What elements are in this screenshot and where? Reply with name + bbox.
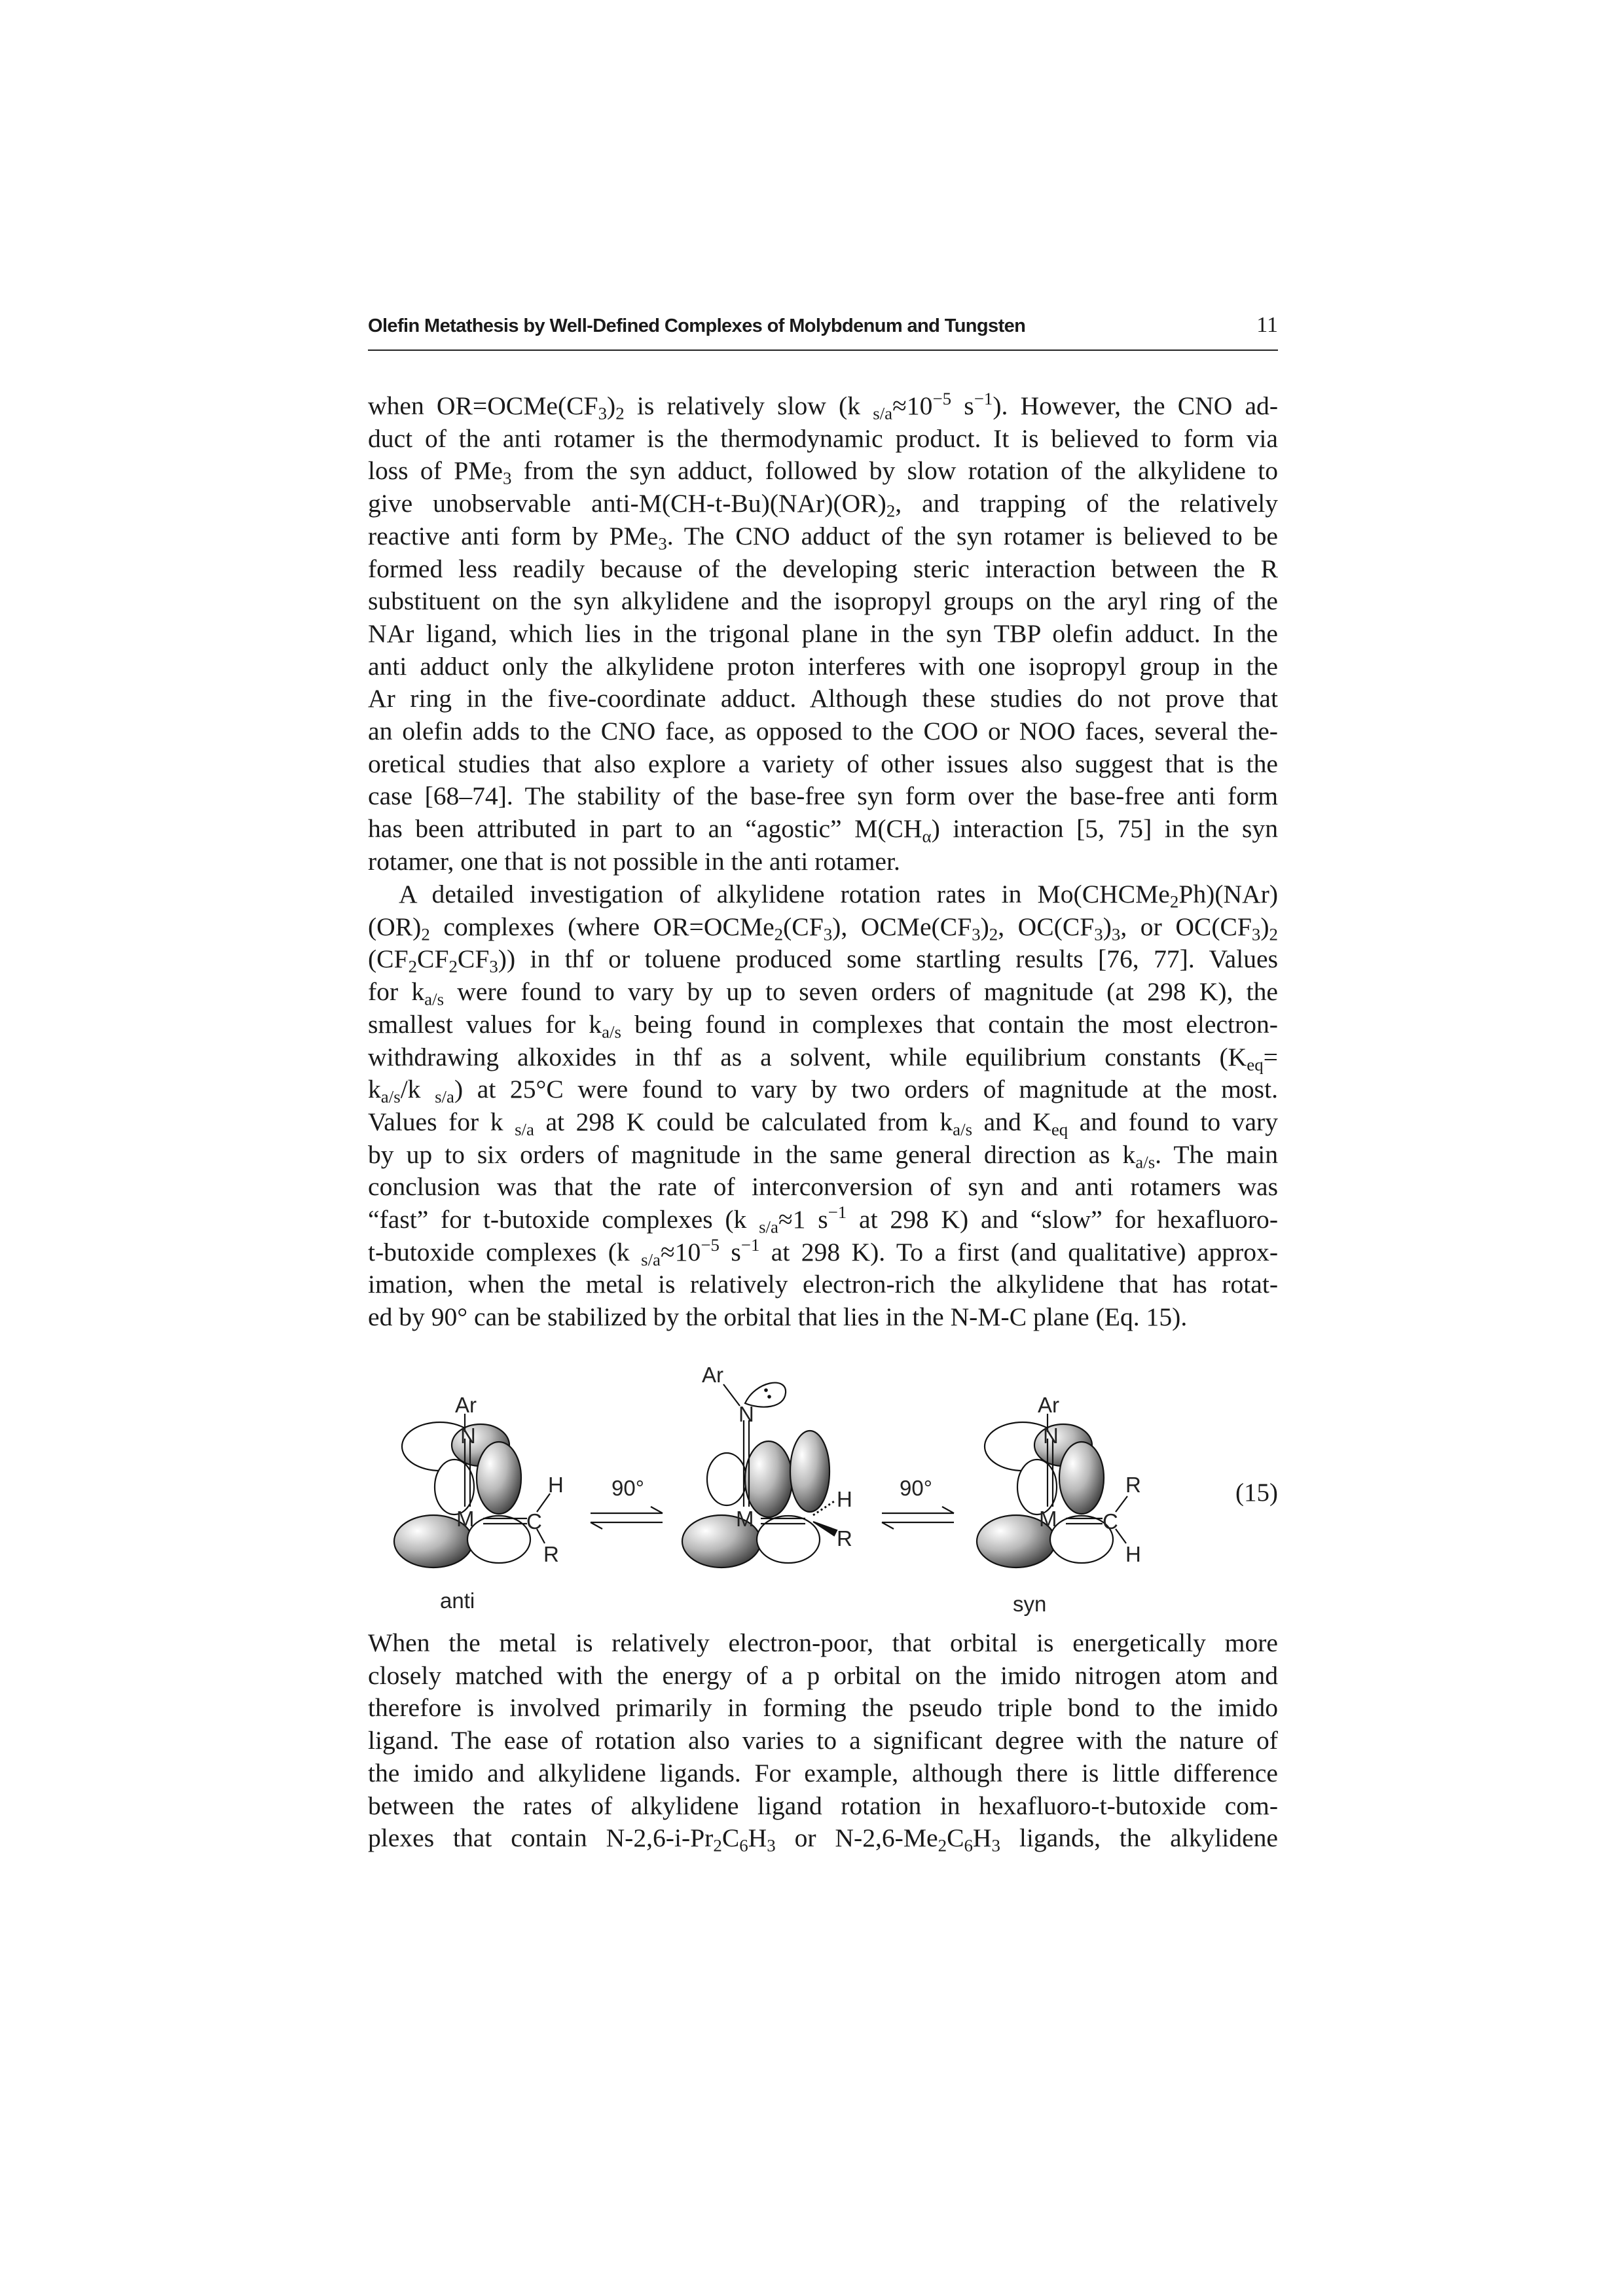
text-line: A detailed investigation of alkylidene rotation rates in Mo(CHCMe$_2$Ph)(NAr) [399, 880, 1278, 912]
equilibrium-arrows-1 [591, 1507, 663, 1529]
text-line: Values for k $_{s/a}$ at 298 K could be calculated from $k_{a/s}$ and $K_{eq}$ and found to vary [368, 1107, 1278, 1139]
text-line: duct of the anti rotamer is the thermodynamic product. It is believed to form via [368, 423, 1278, 453]
arrow-label: 90° [900, 1476, 932, 1500]
text-line: case [68–74]. The stability of the base-free syn form over the base-free anti form [368, 781, 1278, 811]
paragraph-2 [368, 878, 1278, 1334]
text-line: an olefin adds to the CNO face, as opposed to the COO or NOO faces, several the- [368, 717, 1278, 746]
text-line: give unobservable anti-$M(CH-t-Bu)(NAr)(OR)_2$, and trapping of the relatively [368, 489, 1278, 521]
orbital-diagram [368, 1361, 1278, 1617]
running-title: Olefin Metathesis by Well-Defined Complexes of Molybdenum and Tungsten [368, 315, 1026, 336]
rotated-structure [682, 1383, 837, 1568]
arrow-label: 90° [611, 1476, 644, 1500]
orbital-lobe-shaded [1059, 1442, 1104, 1514]
r-group-label: R [837, 1526, 852, 1551]
paragraph-3 [368, 1627, 1278, 1855]
aryl-label: Ar [455, 1393, 477, 1417]
carbon-label: C [526, 1509, 542, 1534]
orbital-lobe-shaded [790, 1431, 830, 1512]
text-line: reactive anti form by PMe$_3$. The CNO adduct of the syn rotamer is believed to be [368, 521, 1278, 554]
text-line: t-butoxide complexes (k $_{s/a}\approx 10^{-5}$ $s^{-1}$ at 298 K). To a first (and qualitative) approx- [368, 1234, 1279, 1270]
equilibrium-arrows-2 [882, 1507, 954, 1529]
orbital-lobe-open [707, 1453, 746, 1505]
text-line: when $OR=OCMe(CF_3)_2$ is relatively slow (k $_{s/a}\approx 10^{-5}$ $s^{-1}$). However, the CNO ad- [368, 389, 1279, 423]
orbital-lobe-open [467, 1516, 530, 1563]
text-line: the imido and alkylidene ligands. For example, although there is little difference [368, 1758, 1278, 1787]
anti-caption: anti [440, 1588, 475, 1613]
bond-line [723, 1384, 740, 1406]
orbital-lobe-shaded [745, 1441, 792, 1517]
text-line: $k_{a/s}/k$ $_{s/a}$) at 25°C were found to vary by two orders of magnitude at the most. [368, 1075, 1278, 1107]
paragraph-1 [368, 390, 1278, 878]
text-line: “fast” for t-butoxide complexes (k $_{s/a}$≈1 $s^{-1}$ at 298 K) and “slow” for hexafluoro- [368, 1202, 1278, 1237]
running-header [368, 313, 1278, 351]
text-line: Ar ring in the five-coordinate adduct. Although these studies do not prove that [368, 684, 1278, 713]
text-line: withdrawing alkoxides in thf as a solvent, while equilibrium constants ($K_{eq}=$ [368, 1042, 1278, 1075]
carbon-label: C [1103, 1509, 1118, 1534]
nitrogen-label: N [739, 1402, 754, 1426]
text-line: has been attributed in part to an “agostic” $M(CH_\alpha)$ interaction [5, 75] in the syn [368, 814, 1278, 846]
text-line: loss of PMe$_3$ from the syn adduct, followed by slow rotation of the alkylidene to [368, 456, 1278, 488]
r-group-label: R [543, 1542, 559, 1566]
text-line: plexes that contain $N-2,6-i-Pr_2C_6H_3$ or $N-2,6-Me_2C_6H_3$ ligands, the alkylidene [368, 1823, 1279, 1856]
aryl-label: Ar [702, 1363, 723, 1387]
text-line: ed by 90° can be stabilized by the orbital that lies in the N-M-C plane (Eq. 15). [368, 1302, 1188, 1332]
text-line: imation, when the metal is relatively electron-rich the alkylidene that has rotat- [368, 1270, 1278, 1299]
metal-label: M [1039, 1507, 1057, 1531]
nitrogen-label: N [460, 1424, 476, 1448]
text-line: by up to six orders of magnitude in the same general direction as $k_{a/s}$. The main [368, 1139, 1278, 1172]
text-line: conclusion was that the rate of interconversion of syn and anti rotamers was [368, 1172, 1278, 1202]
hydrogen-label: H [1125, 1542, 1141, 1566]
orbital-lobe-open [757, 1516, 820, 1563]
text-line: oretical studies that also explore a variety of other issues also suggest that is the [368, 749, 1278, 778]
text-line: anti adduct only the alkylidene proton interferes with one isopropyl group in the [368, 651, 1278, 681]
text-line: formed less readily because of the developing steric interaction between the R [368, 554, 1278, 583]
r-group-label: R [1125, 1473, 1141, 1497]
metal-label: M [456, 1507, 475, 1531]
text-line: NAr ligand, which lies in the trigonal plane in the syn TBP olefin adduct. In the [368, 619, 1278, 648]
text-line: between the rates of alkylidene ligand rotation in hexafluoro-t-butoxide com- [368, 1791, 1278, 1820]
equation-number: (15) [1235, 1479, 1278, 1507]
text-line: rotamer, one that is not possible in the anti rotamer. [368, 846, 900, 876]
text-line: When the metal is relatively electron-poor, that orbital is energetically more [368, 1628, 1278, 1657]
text-line: $(CF_2CF_2CF_3)$) in thf or toluene produced some startling results [76, 77]. Values [368, 944, 1278, 977]
metal-label: M [736, 1507, 754, 1531]
equation-15-scheme [368, 1361, 1278, 1617]
nitrogen-label: N [1043, 1424, 1059, 1448]
text-line: smallest values for $k_{a/s}$ being found in complexes that contain the most electron- [368, 1009, 1278, 1042]
orbital-lobe-shaded [477, 1442, 521, 1514]
syn-caption: syn [1013, 1592, 1047, 1616]
hydrogen-label: H [548, 1473, 564, 1497]
text-line: therefore is involved primarily in forming the pseudo triple bond to the imido [368, 1693, 1278, 1723]
text-line: for $k_{a/s}$ were found to vary by up to seven orders of magnitude (at 298 K), the [368, 977, 1278, 1009]
hydrogen-label: H [837, 1487, 852, 1511]
text-line: $(OR)_2$ complexes (where $OR=OCMe_2(CF_3)$, $OCMe(CF_3)_2$, $OC(CF_3)_3$, or $OC(CF_3)_2$ [368, 912, 1278, 944]
aryl-label: Ar [1038, 1393, 1059, 1417]
text-line: closely matched with the energy of a p orbital on the imido nitrogen atom and [368, 1660, 1278, 1690]
text-line: substituent on the syn alkylidene and the isopropyl groups on the aryl ring of the [368, 586, 1278, 616]
text-line: ligand. The ease of rotation also varies to a significant degree with the nature of [368, 1726, 1278, 1755]
page-number: 11 [1256, 313, 1278, 337]
